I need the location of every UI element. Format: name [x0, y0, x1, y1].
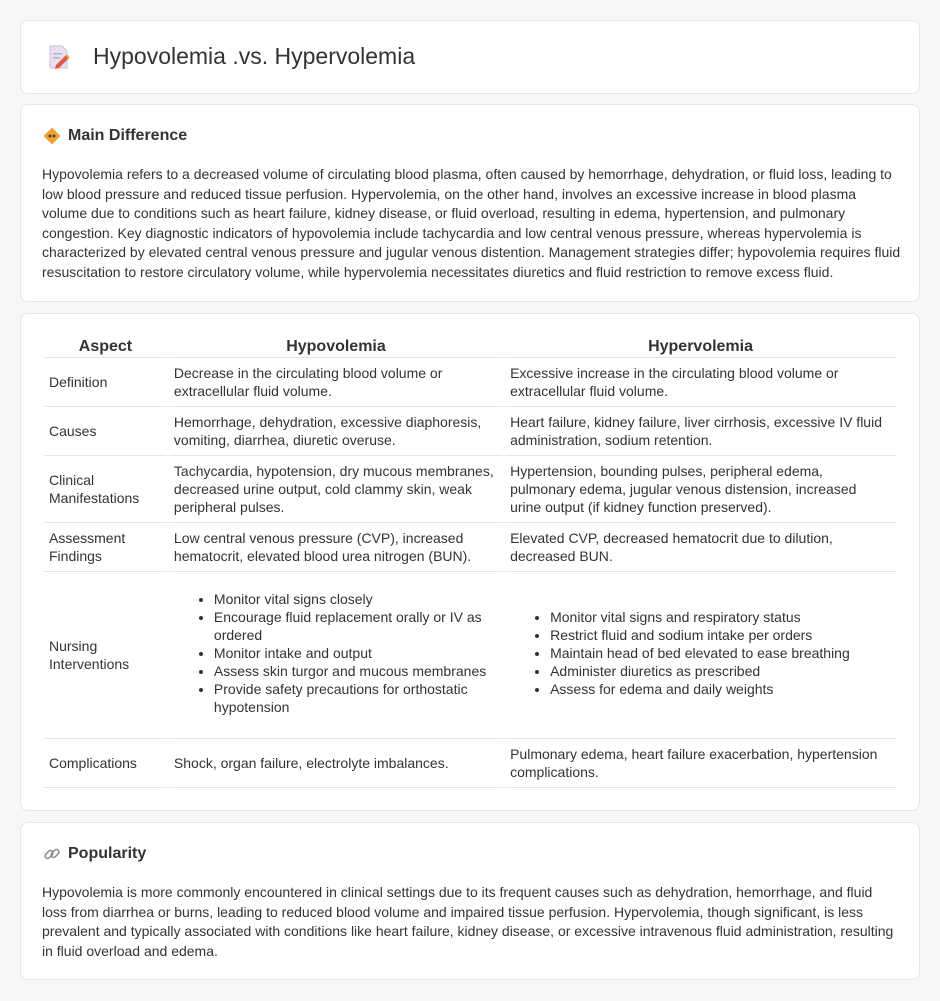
hypervolemia-cell: Hypertension, bounding pulses, peripheral edema, pulmonary edema, jugular venous distension, increased urine output (if kidney function preserved).	[505, 456, 896, 523]
header-card	[20, 20, 920, 94]
comparison-table-section	[20, 313, 920, 811]
table-header-row	[44, 336, 896, 358]
main-difference-section	[20, 104, 920, 302]
hypervolemia-interventions-list	[510, 608, 891, 698]
diamond-sign-icon	[43, 127, 61, 145]
hypervolemia-cell: Heart failure, kidney failure, liver cirrhosis, excessive IV fluid administration, sodium retention.	[505, 407, 896, 456]
list-item: • Provide safety precautions for orthostatic hypotension	[214, 680, 498, 716]
aspect-cell: Assessment Findings	[44, 523, 167, 572]
hypervolemia-cell: Pulmonary edema, heart failure exacerbation, hypertension complications.	[505, 739, 896, 788]
aspect-cell: Nursing Interventions	[44, 572, 167, 739]
main-difference-text: Hypovolemia refers to a decreased volume of circulating blood plasma, often caused by hemorrhage, dehydration, or fluid loss, leading to low blood pressure and reduced tissue perfusion. Hypervolemia, on the other hand, involves an excessive increase in blood plasma volume due to conditions such as heart failure, kidney disease, or fluid overload, resulting in edema, hypertension, and pulmonary congestion. Key diagnostic indicators of hypovolemia include tachycardia and low central venous pressure, whereas hypervolemia is characterized by elevated central venous pressure and jugular venous distention. Management strategies differ; hypovolemia requires fluid resuscitation to restore circulatory volume, while hypervolemia necessitates diuretics and fluid restriction to remove excess fluid.	[42, 166, 901, 280]
hypovolemia-cell	[169, 572, 503, 739]
page-title: Hypovolemia .vs. Hypervolemia	[93, 43, 416, 69]
list-item: • Monitor vital signs and respiratory status	[550, 608, 891, 626]
column-header: Hypovolemia	[169, 336, 503, 358]
aspect-cell: Clinical Manifestations	[44, 456, 167, 523]
list-item: • Assess for edema and daily weights	[550, 680, 891, 698]
aspect-cell: Definition	[44, 358, 167, 407]
comparison-table	[42, 336, 898, 788]
table-row	[44, 572, 896, 739]
table-row	[44, 407, 896, 456]
hypovolemia-cell: Hemorrhage, dehydration, excessive diaphoresis, vomiting, diarrhea, diuretic overuse.	[169, 407, 503, 456]
list-item: • Monitor intake and output	[214, 644, 498, 662]
hypervolemia-cell	[505, 572, 896, 739]
table-row	[44, 358, 896, 407]
document-pencil-icon	[47, 44, 71, 70]
table-row	[44, 523, 896, 572]
list-item: • Assess skin turgor and mucous membranes	[214, 662, 498, 680]
list-item: • Monitor vital signs closely	[214, 590, 498, 608]
hypovolemia-cell: Low central venous pressure (CVP), increased hematocrit, elevated blood urea nitrogen (BUN).	[169, 523, 503, 572]
aspect-cell: Complications	[44, 739, 167, 788]
hypervolemia-cell: Elevated CVP, decreased hematocrit due to dilution, decreased BUN.	[505, 523, 896, 572]
popularity-text: Hypovolemia is more commonly encountered in clinical settings due to its frequent causes such as dehydration, hemorrhage, and fluid loss from diarrhea or burns, leading to reduced blood volume and impaired tissue perfusion. Hypervolemia, though significant, is less prevalent and typically associated with conditions like heart failure, kidney disease, or excessive intravenous fluid administration, resulting in fluid overload and edema.	[42, 884, 894, 959]
table-row	[44, 739, 896, 788]
hypervolemia-cell: Excessive increase in the circulating blood volume or extracellular fluid volume.	[505, 358, 896, 407]
list-item: • Administer diuretics as prescribed	[550, 662, 891, 680]
hypovolemia-interventions-list	[174, 590, 498, 716]
link-icon	[43, 845, 61, 863]
popularity-section	[20, 822, 920, 980]
page-header	[47, 43, 415, 70]
popularity-header	[43, 845, 146, 863]
list-item: • Maintain head of bed elevated to ease breathing	[550, 644, 891, 662]
hypovolemia-cell: Decrease in the circulating blood volume or extracellular fluid volume.	[169, 358, 503, 407]
hypovolemia-cell: Tachycardia, hypotension, dry mucous membranes, decreased urine output, cold clammy skin, weak peripheral pulses.	[169, 456, 503, 523]
main-difference-title: Main Difference	[68, 127, 188, 144]
list-item: • Encourage fluid replacement orally or IV as ordered	[214, 608, 498, 644]
column-header: Aspect	[44, 336, 167, 358]
hypovolemia-cell: Shock, organ failure, electrolyte imbalances.	[169, 739, 503, 788]
main-difference-header	[43, 127, 187, 145]
column-header: Hypervolemia	[505, 336, 896, 358]
aspect-cell: Causes	[44, 407, 167, 456]
table-row	[44, 456, 896, 523]
popularity-title: Popularity	[68, 845, 147, 862]
list-item: • Restrict fluid and sodium intake per orders	[550, 626, 891, 644]
